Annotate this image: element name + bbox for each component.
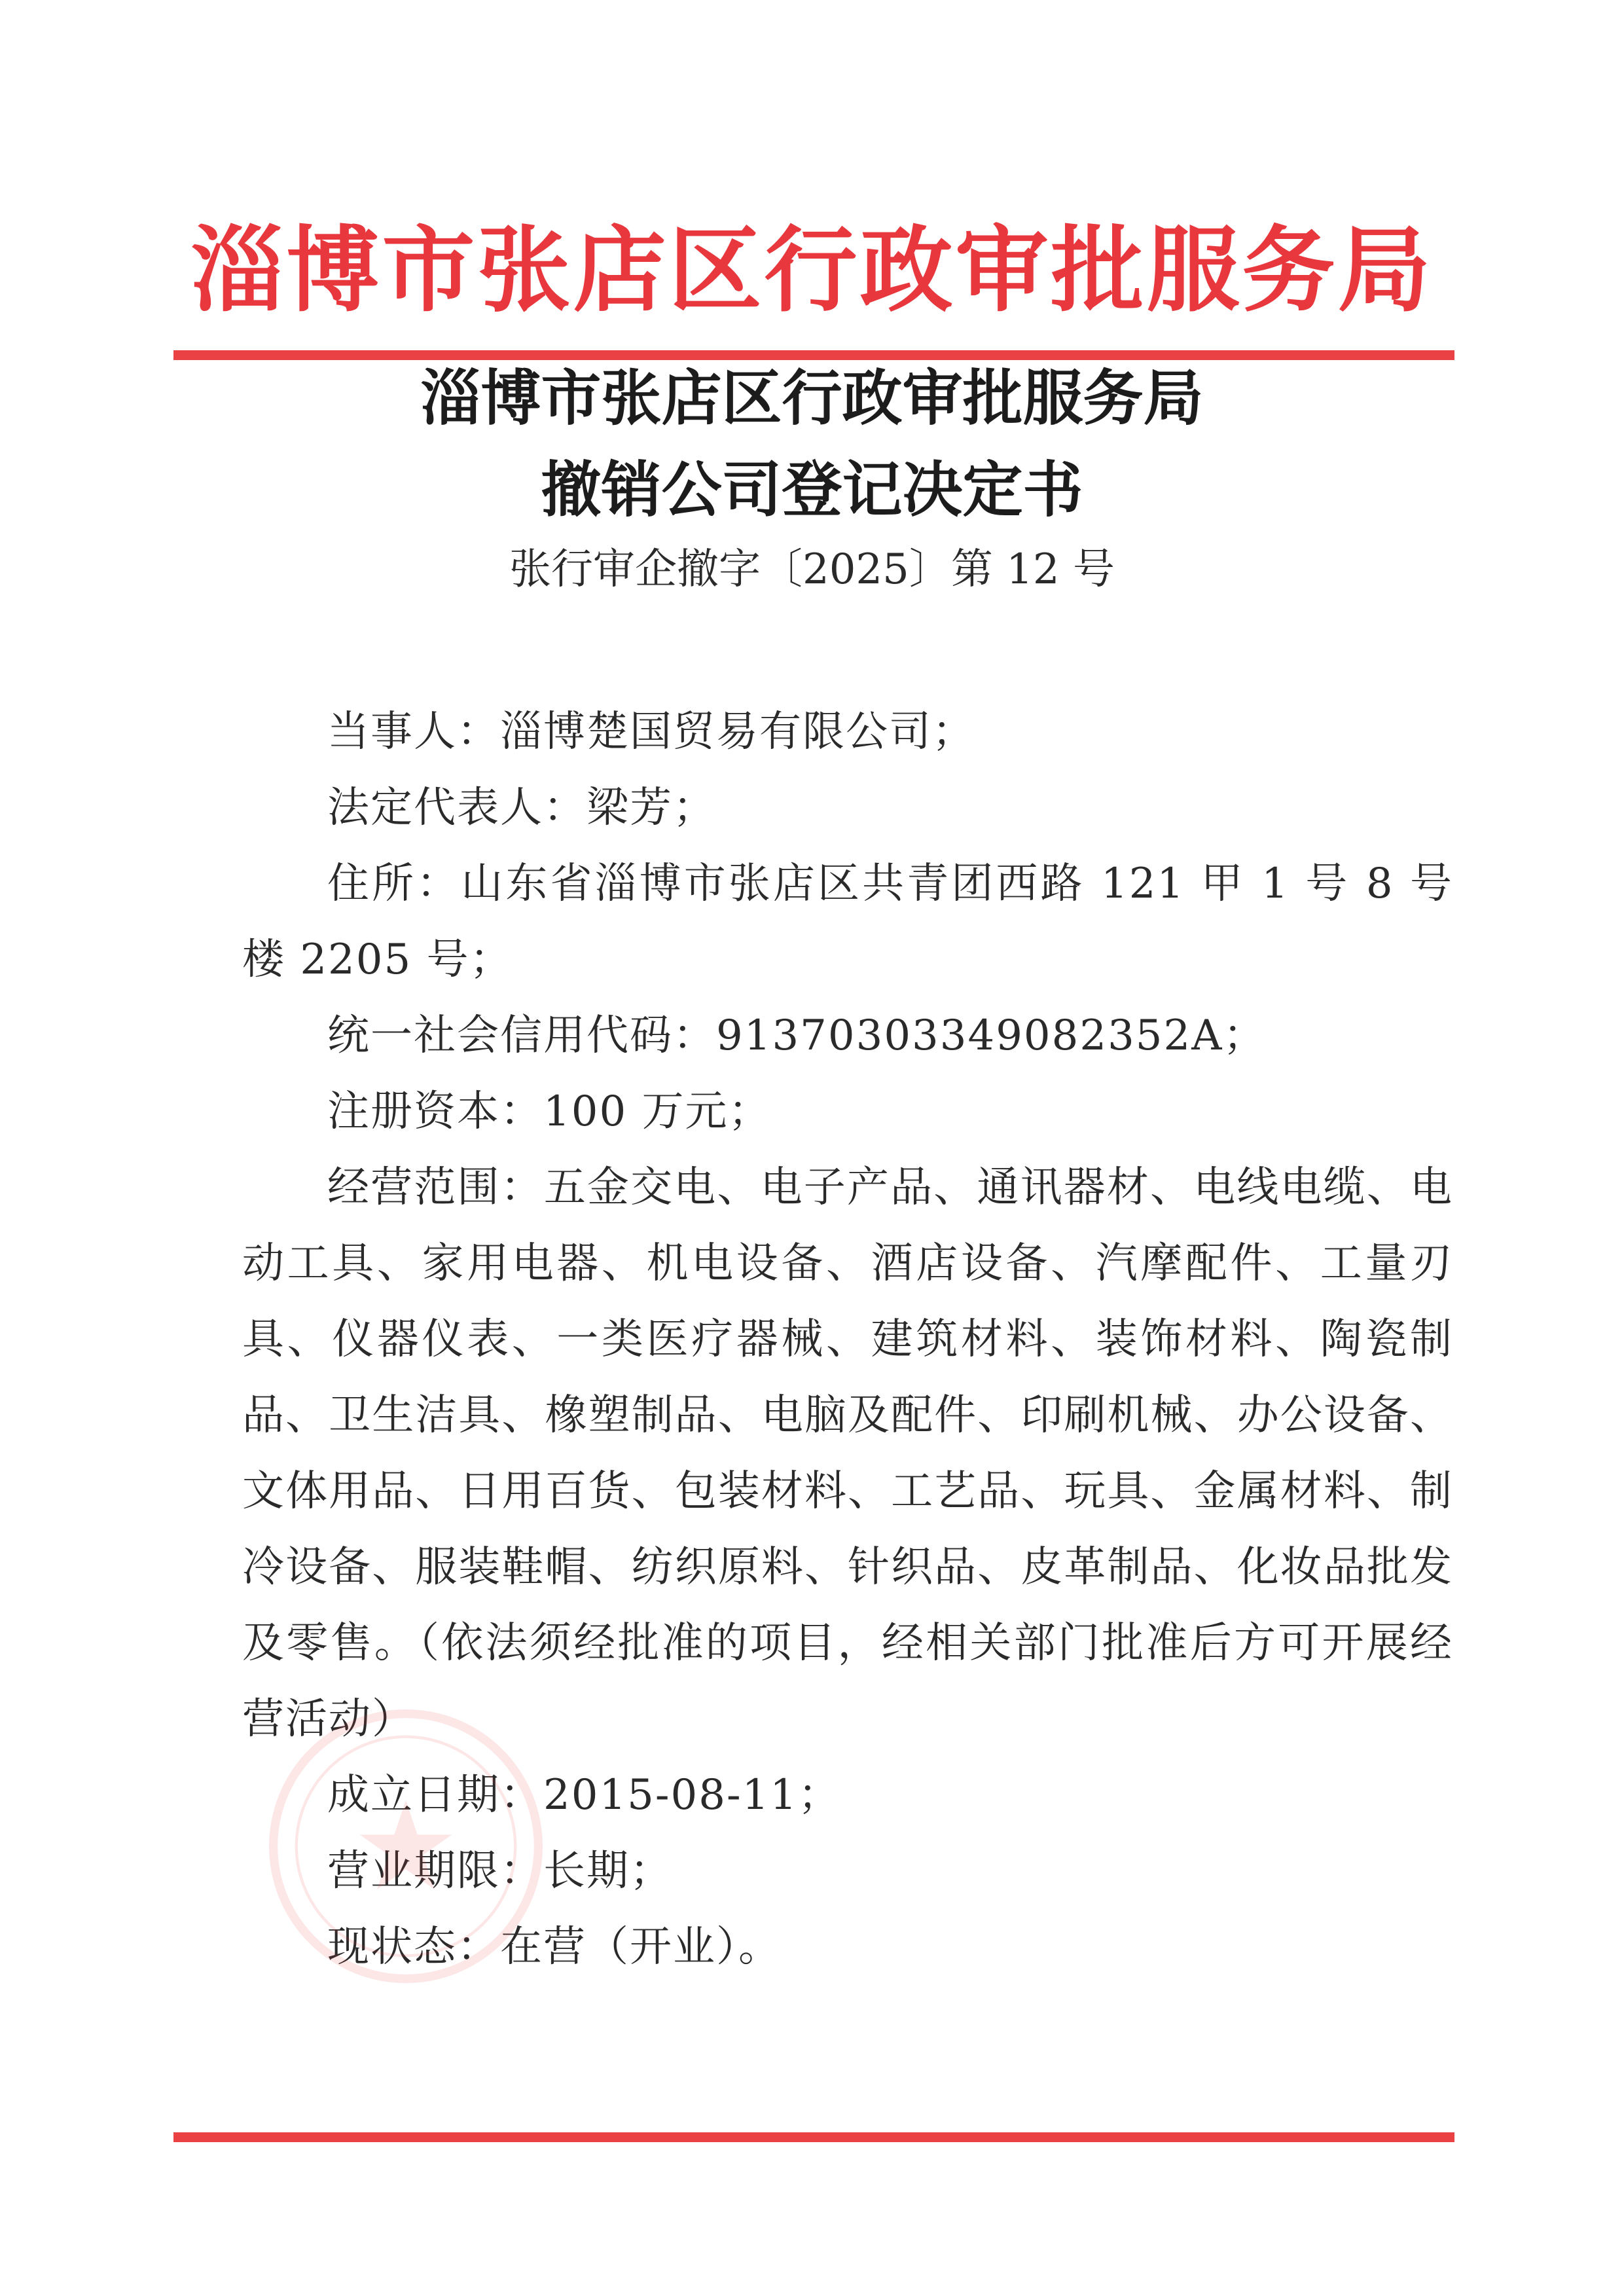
document-title: 撤销公司登记决定书 [541, 454, 1083, 525]
field-registered-capital [242, 1074, 1453, 1150]
field-label: 法定代表人： [327, 784, 586, 832]
field-value: 91370303349082352A； [716, 1011, 1267, 1060]
field-credit-code [242, 998, 1453, 1074]
field-value: 五金交电、电子产品、通讯器材、电线电缆、电动工具、家用电器、机电设备、酒店设备、汽摩配件、工量刃具、仪器仪表、一类医疗器械、建筑材料、装饰材料、陶瓷制品、卫生洁具、橡塑制品、电脑及配件、印刷机械、办公设备、文体用品、日用百货、包装材料、工艺品、玩具、金属材料、制冷设备、服装鞋帽、纺织原料、针织品、皮革制品、化妆品批发及零售。（依法须经批准的项目，经相关部门批准后方可开展经营活动） [242, 1163, 1454, 1743]
field-value: 在营（开业）。 [500, 1923, 782, 1971]
field-value: 100 万元； [543, 1087, 772, 1136]
field-value: 山东省淄博市张店区共青团西路 121 甲 1 号 8 号楼 2205 号； [242, 860, 1453, 984]
field-label: 营业期限： [327, 1847, 543, 1895]
field-legal-representative [242, 770, 1453, 846]
field-value: 2015-08-11； [543, 1771, 841, 1819]
field-party [242, 694, 1453, 770]
document-number: 张行审企撤字〔2025〕第 12 号 [509, 545, 1115, 594]
field-label: 统一社会信用代码： [327, 1011, 716, 1060]
field-value: 长期； [543, 1847, 673, 1895]
field-value: 梁芳； [586, 784, 716, 832]
field-label: 当事人： [327, 708, 500, 756]
document-title-authority: 淄博市张店区行政审批服务局 [420, 363, 1204, 433]
issuing-authority-header: 淄博市张店区行政审批服务局 [190, 216, 1434, 325]
field-label: 住所： [327, 860, 461, 908]
faded-seal-stamp [262, 1702, 550, 1990]
field-address [242, 846, 1453, 998]
field-label: 注册资本： [327, 1087, 543, 1136]
field-label: 经营范围： [327, 1163, 544, 1212]
field-value: 淄博楚国贸易有限公司； [500, 708, 975, 756]
field-label: 成立日期： [327, 1771, 543, 1819]
footer-red-rule [173, 2132, 1454, 2142]
field-business-scope [242, 1150, 1453, 1757]
field-label: 现状态： [327, 1923, 500, 1971]
